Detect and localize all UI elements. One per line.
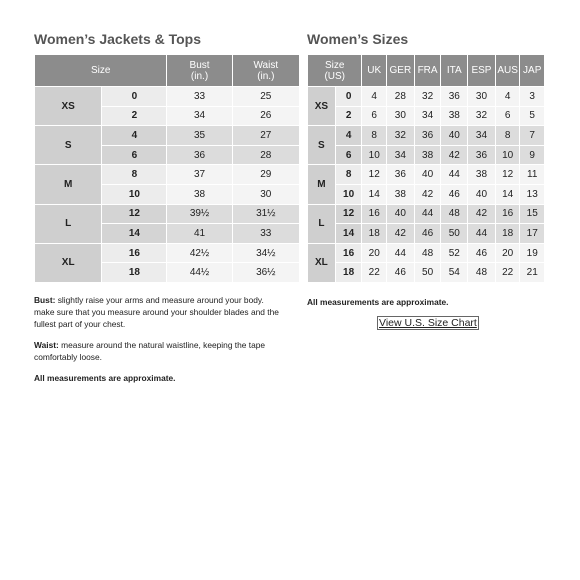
size-value-fra: 38 <box>414 145 441 165</box>
size-value-ita: 44 <box>441 165 468 185</box>
table-row <box>308 184 545 204</box>
bust-value: 41 <box>167 224 232 244</box>
size-number: 14 <box>335 224 362 244</box>
size-value-ger: 38 <box>386 184 414 204</box>
size-value-uk: 10 <box>362 145 387 165</box>
size-value-ger: 46 <box>386 263 414 283</box>
header-ger: GER <box>386 55 414 87</box>
size-value-ger: 32 <box>386 126 414 146</box>
size-value-uk: 14 <box>362 184 387 204</box>
header-aus: AUS <box>495 55 520 87</box>
size-value-ita: 40 <box>441 126 468 146</box>
size-number: 6 <box>102 145 167 165</box>
size-value-esp: 42 <box>468 204 496 224</box>
waist-value: 26 <box>232 106 299 126</box>
view-us-size-chart-link[interactable]: View U.S. Size Chart <box>379 317 477 329</box>
size-value-fra: 48 <box>414 243 441 263</box>
size-value-esp: 48 <box>468 263 496 283</box>
size-number: 0 <box>102 87 167 107</box>
size-number: 4 <box>335 126 362 146</box>
bust-value: 44½ <box>167 263 232 283</box>
table-row <box>35 165 300 185</box>
size-value-jap: 7 <box>520 126 545 146</box>
size-label: L <box>35 204 102 243</box>
size-value-aus: 22 <box>495 263 520 283</box>
header-esp: ESP <box>468 55 496 87</box>
size-number: 14 <box>102 224 167 244</box>
size-value-ger: 30 <box>386 106 414 126</box>
size-label: M <box>35 165 102 204</box>
size-label: S <box>308 126 336 165</box>
table-row <box>308 224 545 244</box>
table-row <box>308 126 545 146</box>
size-number: 2 <box>102 106 167 126</box>
size-value-aus: 4 <box>495 87 520 107</box>
size-value-ita: 50 <box>441 224 468 244</box>
waist-value: 30 <box>232 184 299 204</box>
table-row <box>35 243 300 263</box>
size-value-uk: 16 <box>362 204 387 224</box>
right-approx-note: All measurements are approximate. <box>307 297 449 307</box>
size-number: 10 <box>335 184 362 204</box>
bust-value: 35 <box>167 126 232 146</box>
size-number: 18 <box>102 263 167 283</box>
size-value-jap: 9 <box>520 145 545 165</box>
bust-value: 42½ <box>167 243 232 263</box>
size-value-esp: 36 <box>468 145 496 165</box>
size-value-aus: 6 <box>495 106 520 126</box>
size-value-fra: 42 <box>414 184 441 204</box>
size-value-uk: 20 <box>362 243 387 263</box>
size-value-fra: 34 <box>414 106 441 126</box>
waist-value: 34½ <box>232 243 299 263</box>
size-value-fra: 50 <box>414 263 441 283</box>
size-value-ger: 40 <box>386 204 414 224</box>
header-uk: UK <box>362 55 387 87</box>
table-row <box>308 204 545 224</box>
size-value-aus: 16 <box>495 204 520 224</box>
bust-value: 33 <box>167 87 232 107</box>
waist-note: Waist: measure around the natural waistline, keeping the tape comfortably loose. <box>34 340 266 362</box>
header-jap: JAP <box>520 55 545 87</box>
size-number: 16 <box>335 243 362 263</box>
size-value-fra: 36 <box>414 126 441 146</box>
size-value-ger: 28 <box>386 87 414 107</box>
table-row <box>308 87 545 107</box>
jackets-tops-size-table <box>34 54 300 283</box>
size-value-esp: 34 <box>468 126 496 146</box>
left-title: Women’s Jackets & Tops <box>34 31 202 47</box>
table-row <box>35 204 300 224</box>
size-value-jap: 21 <box>520 263 545 283</box>
size-number: 10 <box>102 184 167 204</box>
size-value-esp: 30 <box>468 87 496 107</box>
table-row <box>308 263 545 283</box>
size-label: XS <box>35 87 102 126</box>
size-value-uk: 22 <box>362 263 387 283</box>
size-number: 0 <box>335 87 362 107</box>
size-value-ita: 52 <box>441 243 468 263</box>
size-value-fra: 32 <box>414 87 441 107</box>
bust-value: 37 <box>167 165 232 185</box>
size-label: M <box>308 165 336 204</box>
size-value-ger: 44 <box>386 243 414 263</box>
size-number: 6 <box>335 145 362 165</box>
size-value-fra: 44 <box>414 204 441 224</box>
size-value-esp: 44 <box>468 224 496 244</box>
size-value-uk: 6 <box>362 106 387 126</box>
bust-value: 36 <box>167 145 232 165</box>
waist-value: 28 <box>232 145 299 165</box>
size-value-aus: 12 <box>495 165 520 185</box>
size-value-aus: 20 <box>495 243 520 263</box>
table-row <box>35 87 300 107</box>
waist-value: 27 <box>232 126 299 146</box>
size-value-esp: 46 <box>468 243 496 263</box>
size-value-ita: 48 <box>441 204 468 224</box>
size-label: S <box>35 126 102 165</box>
header-size-us: Size (US) <box>308 55 362 87</box>
size-value-uk: 4 <box>362 87 387 107</box>
size-value-esp: 32 <box>468 106 496 126</box>
size-value-ger: 42 <box>386 224 414 244</box>
size-value-ger: 34 <box>386 145 414 165</box>
waist-value: 25 <box>232 87 299 107</box>
size-value-jap: 13 <box>520 184 545 204</box>
size-number: 12 <box>102 204 167 224</box>
bust-value: 38 <box>167 184 232 204</box>
size-label: L <box>308 204 336 243</box>
size-value-ita: 46 <box>441 184 468 204</box>
size-number: 12 <box>335 204 362 224</box>
size-number: 2 <box>335 106 362 126</box>
waist-value: 29 <box>232 165 299 185</box>
size-label: XL <box>308 243 336 282</box>
size-value-jap: 19 <box>520 243 545 263</box>
left-approx-note: All measurements are approximate. <box>34 373 176 383</box>
size-number: 16 <box>102 243 167 263</box>
size-value-aus: 14 <box>495 184 520 204</box>
size-value-ita: 54 <box>441 263 468 283</box>
size-label: XS <box>308 87 336 126</box>
waist-value: 33 <box>232 224 299 244</box>
bust-value: 34 <box>167 106 232 126</box>
womens-sizes-table <box>307 54 545 283</box>
bust-value: 39½ <box>167 204 232 224</box>
size-value-ita: 38 <box>441 106 468 126</box>
waist-value: 31½ <box>232 204 299 224</box>
header-ita: ITA <box>441 55 468 87</box>
bust-note: Bust: slightly raise your arms and measure around your body. make sure that you measure around your shoulder blades and the fullest part of your chest. <box>34 295 279 329</box>
size-value-fra: 46 <box>414 224 441 244</box>
size-value-aus: 8 <box>495 126 520 146</box>
table-row <box>308 243 545 263</box>
size-value-esp: 40 <box>468 184 496 204</box>
size-value-ita: 36 <box>441 87 468 107</box>
header-size: Size <box>35 55 167 87</box>
size-label: XL <box>35 243 102 282</box>
size-value-aus: 10 <box>495 145 520 165</box>
table-row <box>308 145 545 165</box>
size-value-jap: 3 <box>520 87 545 107</box>
size-number: 8 <box>102 165 167 185</box>
size-value-uk: 18 <box>362 224 387 244</box>
right-title: Women’s Sizes <box>307 31 409 47</box>
waist-value: 36½ <box>232 263 299 283</box>
size-value-jap: 15 <box>520 204 545 224</box>
size-value-jap: 5 <box>520 106 545 126</box>
table-row <box>35 126 300 146</box>
size-number: 4 <box>102 126 167 146</box>
header-waist: Waist (in.) <box>232 55 299 87</box>
header-bust: Bust (in.) <box>167 55 232 87</box>
size-value-esp: 38 <box>468 165 496 185</box>
size-value-jap: 11 <box>520 165 545 185</box>
table-row <box>308 106 545 126</box>
size-value-ger: 36 <box>386 165 414 185</box>
size-value-jap: 17 <box>520 224 545 244</box>
table-row <box>308 165 545 185</box>
size-value-uk: 8 <box>362 126 387 146</box>
size-number: 18 <box>335 263 362 283</box>
size-value-uk: 12 <box>362 165 387 185</box>
size-value-ita: 42 <box>441 145 468 165</box>
size-number: 8 <box>335 165 362 185</box>
size-value-fra: 40 <box>414 165 441 185</box>
size-value-aus: 18 <box>495 224 520 244</box>
header-fra: FRA <box>414 55 441 87</box>
